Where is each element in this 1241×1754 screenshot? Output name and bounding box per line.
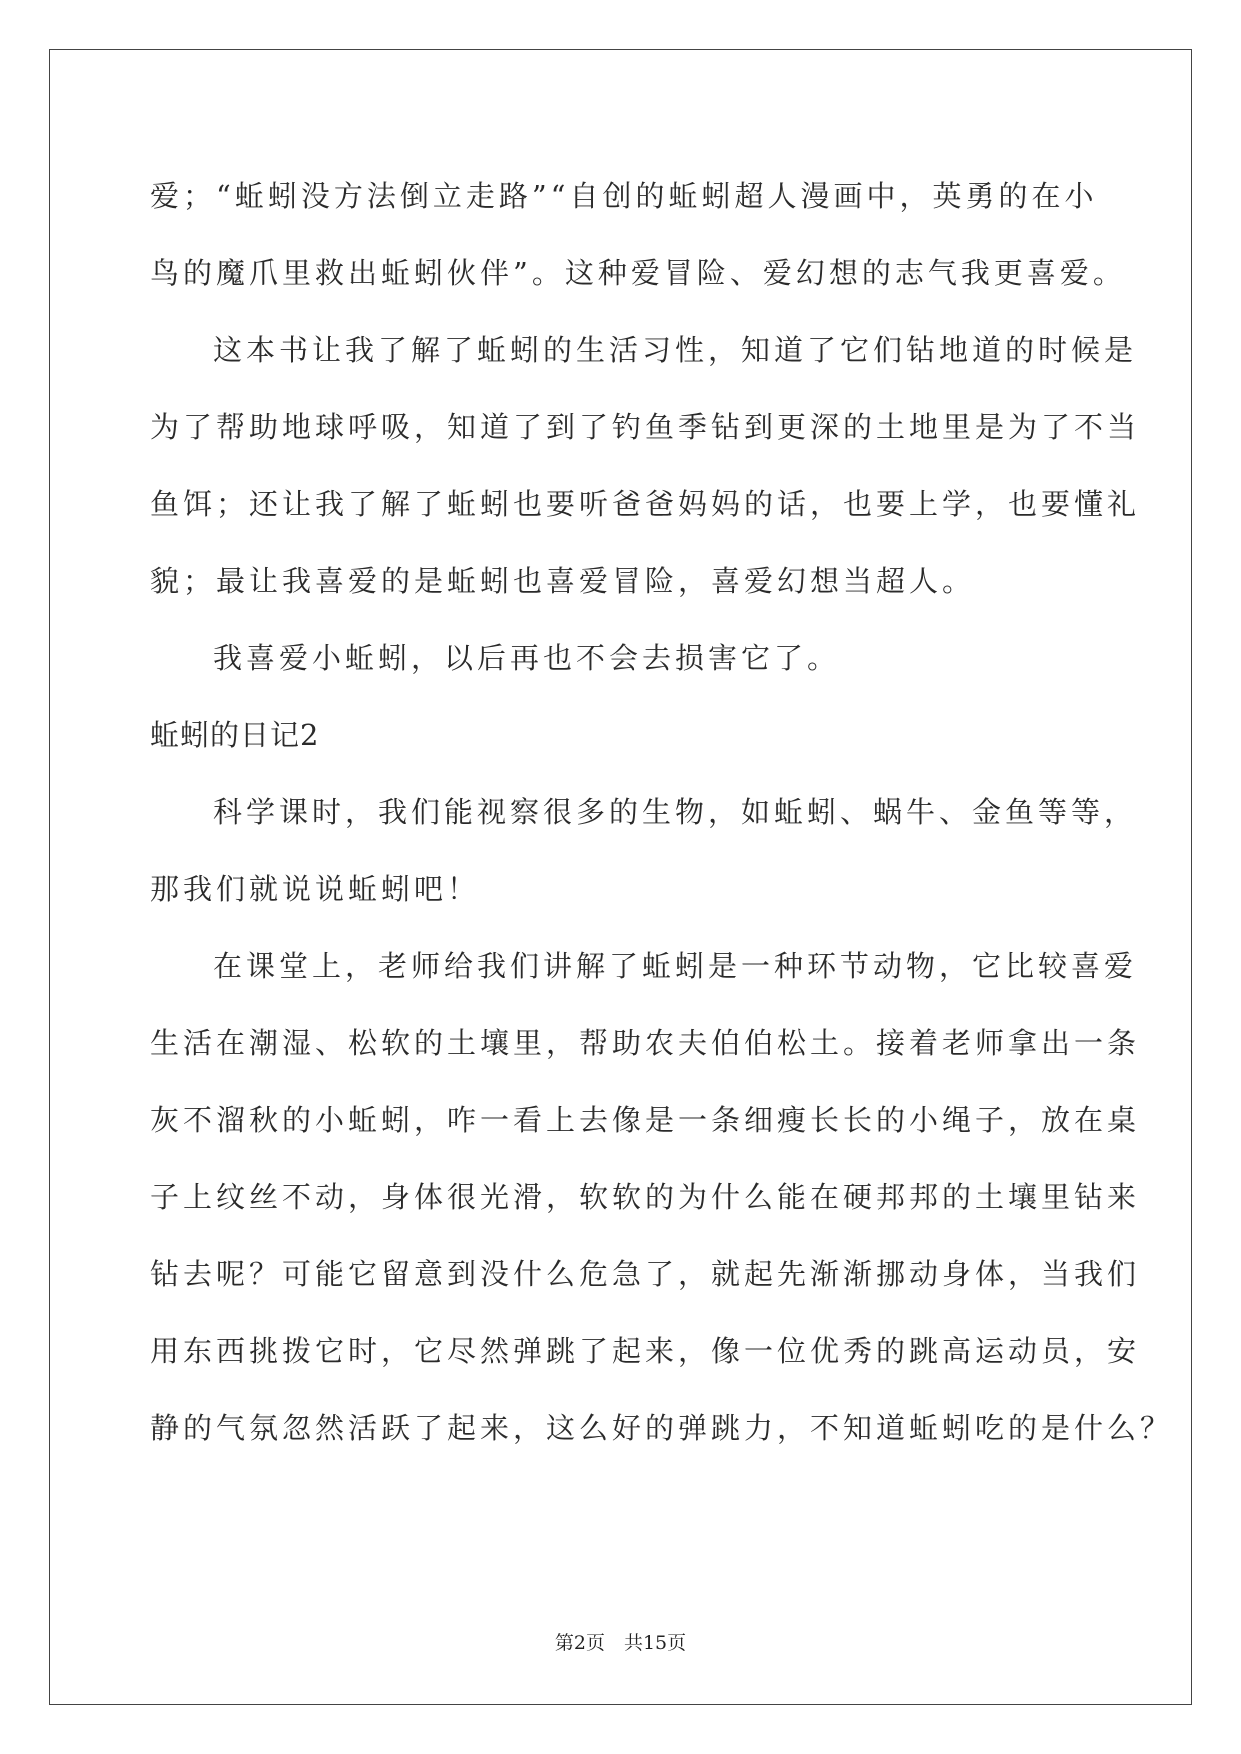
text-line: 爱；“蚯蚓没方法倒立走路”“自创的蚯蚓超人漫画中，英勇的在小: [150, 179, 1098, 213]
text-line: 那我们就说说蚯蚓吧！: [150, 872, 481, 906]
text-line: 静的气氛忽然活跃了起来，这么好的弹跳力，不知道蚯蚓吃的是什么？: [150, 1411, 1174, 1445]
text-line: 子上纹丝不动，身体很光滑，软软的为什么能在硬邦邦的土壤里钻来: [150, 1180, 1141, 1214]
text-line: 我喜爱小蚯蚓，以后再也不会去损害它了。: [213, 641, 841, 675]
text-line: 科学课时，我们能视察很多的生物，如蚯蚓、蜗牛、金鱼等等，: [213, 795, 1138, 829]
text-line: 这本书让我了解了蚯蚓的生活习性，知道了它们钻地道的时候是: [213, 333, 1138, 367]
text-line: 钻去呢？可能它留意到没什么危急了，就起先渐渐挪动身体，当我们: [150, 1257, 1141, 1291]
text-line: 鸟的魔爪里救出蚯蚓伙伴”。这种爱冒险、爱幻想的志气我更喜爱。: [150, 256, 1126, 290]
text-line: 在课堂上，老师给我们讲解了蚯蚓是一种环节动物，它比较喜爱: [213, 949, 1138, 983]
text-line: 灰不溜秋的小蚯蚓，咋一看上去像是一条细瘦长长的小绳子，放在桌: [150, 1103, 1141, 1137]
text-line: 为了帮助地球呼吸，知道了到了钓鱼季钻到更深的土地里是为了不当: [150, 410, 1141, 444]
page-footer: 第2页 共15页: [554, 1632, 687, 1654]
text-line: 用东西挑拨它时，它尽然弹跳了起来，像一位优秀的跳高运动员，安: [150, 1334, 1141, 1368]
text-line: 鱼饵；还让我了解了蚯蚓也要听爸爸妈妈的话，也要上学，也要懂礼: [150, 487, 1141, 521]
document-body: [150, 158, 1174, 1467]
section-heading: 蚯蚓的日记2: [150, 718, 320, 752]
text-line: 貌；最让我喜爱的是蚯蚓也喜爱冒险，喜爱幻想当超人。: [150, 564, 976, 598]
text-line: 生活在潮湿、松软的土壤里，帮助农夫伯伯松土。接着老师拿出一条: [150, 1026, 1141, 1060]
